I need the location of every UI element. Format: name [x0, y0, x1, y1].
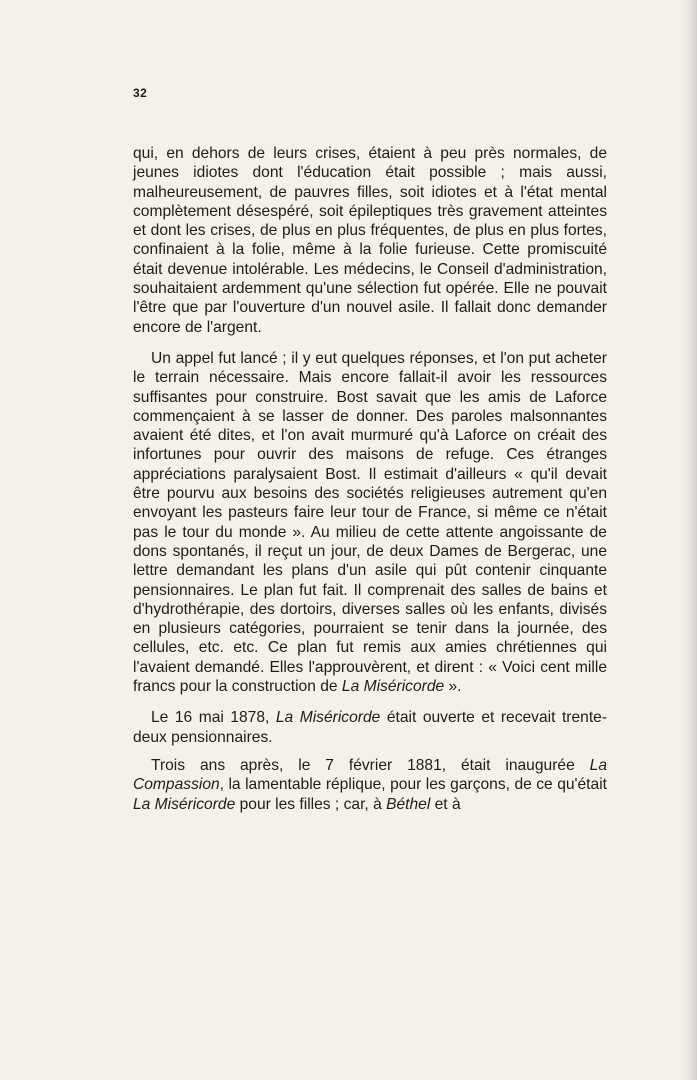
paragraph-4-italic-bethel: Béthel [386, 795, 431, 813]
paragraph-1 [133, 144, 607, 337]
paragraph-4 [133, 756, 607, 814]
paragraph-2 [133, 349, 607, 696]
paragraph-2-segment-3: ». [444, 678, 462, 696]
paragraph-4-segment-7: et à [430, 795, 461, 813]
paragraph-4-italic-misericorde: La Miséricorde [133, 795, 236, 813]
paragraph-3 [133, 708, 607, 747]
body-text [133, 144, 607, 814]
paragraph-4-segment-5: pour les filles ; car, à [235, 795, 387, 813]
paragraph-2-segment-1: Un appel fut lancé ; il y eut quelques réponses, et l'on put acheter le terrain nécessaire. Mais encore fallait-il avoir les ressources suffisantes pour construire. Bost savait que les amis de Laforce commençaient à se lasser de donner. Des paroles malsonnantes avaient été dites, et l'on avait murmuré qu'à Laforce on créait des infortunes pour ouvrir des maisons de refuge. Ces étranges appréciations paralysaient Bost. Il estimait d'ailleurs « qu'il devait être pourvu aux besoins des sociétés religieuses autrement qu'en envoyant les pasteurs faire leur tour de France, si même ce n'était pas le tour du monde ». Au milieu de cette attente angoissante de dons spontanés, il reçut un jour, de deux Dames de Bergerac, une lettre demandant les plans d'un asile qui pût contenir cinquante pensionnaires. Le plan fut fait. Il comprenait des salles de bains et d'hydrothérapie, des dortoirs, diverses salles où les enfants, divisés en plusieurs catégories, pourraient se tenir dans la journée, des cellules, etc. etc. Ce plan fut remis aux amies chrétiennes qui l'avaient demandé. Elles l'approuvèrent, et dirent : « Voici cent mille francs pour la construction de [133, 349, 607, 696]
paragraph-3-segment-3: était ouverte et recevait trente-deux pensionnaires. [133, 709, 608, 746]
paragraph-3-segment-1: Le 16 mai 1878, [151, 709, 276, 727]
paragraph-3-italic-title: La Miséricorde [275, 709, 381, 727]
paragraph-4-italic-compassion: La Compassion [133, 756, 607, 794]
paragraph-2-italic-title: La Miséricorde [341, 678, 445, 696]
paragraph-1-segment-1: qui, en dehors de leurs crises, étaient à peu près normales, de jeunes idiotes dont l'éducation était possible ; mais aussi, malheureusement, de pauvres filles, soit idiotes et à l'état mental complètement désespéré, soit épileptiques très gravement atteintes et dont les crises, de plus en plus fréquentes, de plus en plus fortes, confinaient à la folie, même à la folie furieuse. Cette promiscuité était devenue intolérable. Les médecins, le Conseil d'administration, souhaitaient ardemment qu'une sélection fut opérée. Elle ne pouvait l'être que par l'ouverture d'un nouvel asile. Il fallait donc demander encore de l'argent. [133, 145, 607, 336]
page-number: 32 [133, 86, 148, 100]
paragraph-4-segment-1: Trois ans après, le 7 février 1881, était inaugurée [151, 756, 590, 774]
paragraph-4-segment-3: , la lamentable réplique, pour les garçons, de ce qu'était [219, 776, 607, 794]
